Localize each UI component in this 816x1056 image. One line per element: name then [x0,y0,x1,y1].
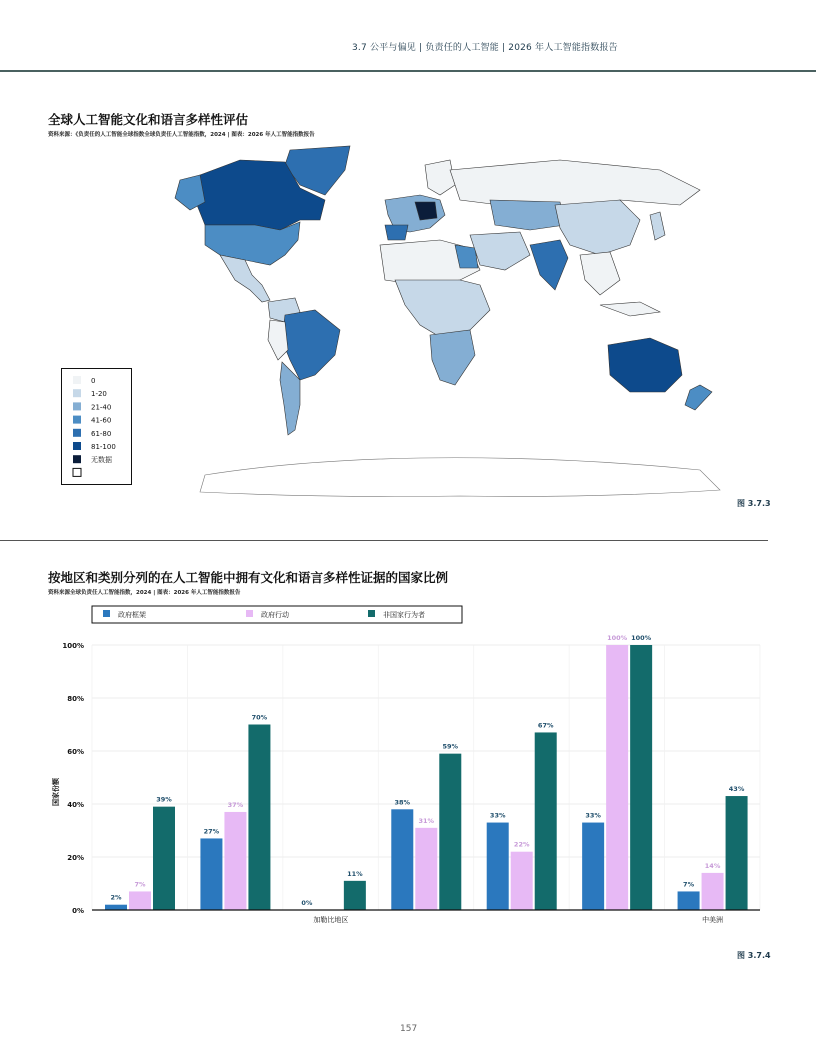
map-russia [450,160,700,210]
bar-figure-label: 图 3.7.4 [737,951,771,960]
bar [630,645,652,910]
bar [511,852,533,910]
category-label: 加勒比地区 [313,916,349,924]
map-figure-label: 图 3.7.3 [737,499,771,508]
map-legend [61,368,133,486]
data-label: 70% [251,713,268,722]
map-scandinavia [425,160,455,195]
legend-label: 41-60 [91,416,112,425]
data-label: 100% [607,634,628,642]
legend-label: 61-80 [91,429,112,438]
page-number: 157 [400,1024,418,1034]
legend-swatch [103,610,110,617]
data-label: 22% [513,840,530,849]
section-divider [0,540,768,541]
data-label: 33% [585,811,601,820]
data-label: 59% [442,742,459,751]
y-tick-label: 80% [67,695,84,703]
y-axis-label: 国家份额 [52,778,60,806]
data-label: 0% [301,899,313,907]
map-africa-south [430,330,475,385]
map-new-zealand [685,385,712,410]
map-source: 资料来源：《负责任的人工智能全球指数全球负责任人工智能指数，2024 | 图表：2026 年人工智能指数报告 [48,132,315,138]
legend-swatch [73,389,81,397]
bar [344,881,366,910]
data-label: 38% [394,798,411,807]
legend-swatch [73,429,81,437]
bar-source: 资料来源全球负责任人工智能指数，2024 | 图表：2026 年人工智能指数报告 [48,590,241,596]
y-tick-label: 100% [62,642,84,650]
y-tick-label: 60% [67,748,84,756]
bar [702,873,724,910]
legend-label: 政府行动 [261,611,289,619]
data-label: 100% [631,634,652,642]
legend-swatch [368,610,375,617]
y-tick-label: 0% [72,907,84,915]
header-rule [0,70,816,72]
map-title: 全球人工智能文化和语言多样性评估 [48,112,249,127]
bar [248,725,270,911]
bar [487,823,509,910]
data-label: 31% [418,816,435,825]
map-indonesia [600,302,660,316]
bar [726,796,748,910]
bar [153,807,175,910]
map-africa-central [395,280,490,340]
map-japan [650,212,665,240]
map-australia [608,338,682,392]
map-southeast-asia [580,252,620,295]
legend-swatch [73,402,81,410]
legend-label: 非国家行为者 [383,611,425,619]
bar [535,732,557,910]
legend-label: 0 [91,377,96,385]
bar [415,828,437,910]
legend-label: 1-20 [91,390,107,399]
legend-swatch [246,610,253,617]
legend-swatch [73,376,81,384]
map-middle-east [470,232,530,270]
map-antarctica [200,458,720,497]
data-label: 39% [156,795,172,804]
bar [391,809,413,910]
data-label: 11% [347,869,363,878]
legend-label: 81-100 [91,443,116,451]
map-central-asia [490,200,565,230]
legend-label: 21-40 [91,403,112,412]
bar [200,838,222,910]
category-label: 中美洲 [702,916,724,924]
bar [678,891,700,910]
data-label: 14% [704,861,721,870]
data-label: 2% [110,893,122,902]
map-brazil [282,310,340,380]
bar [129,891,151,910]
data-label: 37% [227,800,244,809]
data-label: 7% [683,880,695,889]
map-china [555,200,640,255]
legend-label: 政府框架 [118,611,146,619]
map-usa [205,222,300,265]
data-label: 67% [537,721,554,730]
bar-title: 按地区和类别分列的在人工智能中拥有文化和语言多样性证据的国家比例 [48,570,449,585]
bar-chart [0,600,816,940]
legend-swatch [73,442,81,450]
bar [439,754,461,910]
bar [582,823,604,910]
map-india [530,240,568,290]
legend-swatch [73,416,81,424]
data-label: 27% [203,827,220,836]
legend-swatch [73,468,81,476]
y-tick-label: 40% [67,801,84,809]
legend-swatch [73,455,81,463]
bar [224,812,246,910]
data-label: 33% [489,811,506,820]
bar [606,645,628,910]
data-label: 7% [134,880,146,889]
map-spain [385,225,408,240]
y-tick-label: 20% [67,854,84,862]
bar [105,905,127,910]
map-peru [268,320,288,360]
legend-label: 无数据 [91,456,112,465]
data-label: 43% [728,785,745,794]
header-section-text: 3.7 公平与偏见 | 负责任的人工智能 | 2026 年人工智能指数报告 [352,43,618,53]
